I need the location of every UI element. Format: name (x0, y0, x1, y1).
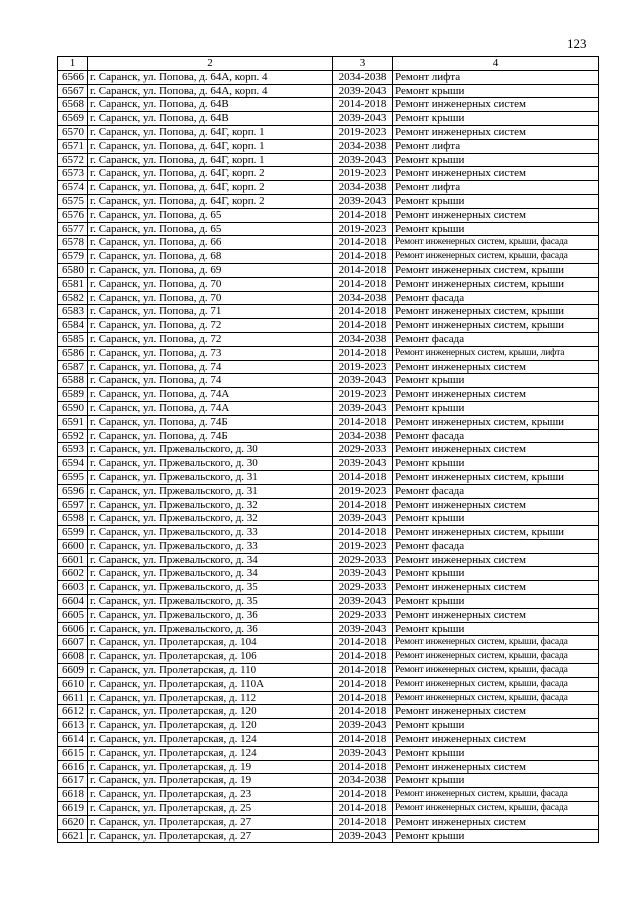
period-cell: 2039-2043 (333, 84, 393, 98)
period-cell: 2034-2038 (333, 181, 393, 195)
period-cell: 2039-2043 (333, 457, 393, 471)
table-row (58, 774, 599, 788)
table-row (58, 443, 599, 457)
row-number: 6590 (58, 401, 88, 415)
work-type-cell: Ремонт крыши (393, 153, 599, 167)
address-cell: г. Саранск, ул. Попова, д. 69 (88, 263, 333, 277)
address-cell: г. Саранск, ул. Пржевальского, д. 32 (88, 498, 333, 512)
row-number: 6575 (58, 194, 88, 208)
period-cell: 2019-2023 (333, 484, 393, 498)
work-type-cell: Ремонт инженерных систем, крыши, фасада (393, 677, 599, 691)
address-cell: г. Саранск, ул. Попова, д. 64В (88, 112, 333, 126)
row-number: 6585 (58, 332, 88, 346)
address-cell: г. Саранск, ул. Пролетарская, д. 124 (88, 746, 333, 760)
table-row (58, 802, 599, 816)
row-number: 6619 (58, 802, 88, 816)
table-row (58, 581, 599, 595)
table-row (58, 319, 599, 333)
work-type-cell: Ремонт инженерных систем, крыши, фасада (393, 788, 599, 802)
period-cell: 2029-2033 (333, 608, 393, 622)
row-number: 6580 (58, 263, 88, 277)
table-row (58, 181, 599, 195)
period-cell: 2014-2018 (333, 788, 393, 802)
period-cell: 2034-2038 (333, 291, 393, 305)
period-cell: 2014-2018 (333, 415, 393, 429)
work-type-cell: Ремонт инженерных систем, крыши, фасада (393, 636, 599, 650)
period-cell: 2014-2018 (333, 650, 393, 664)
work-type-cell: Ремонт фасада (393, 291, 599, 305)
work-type-cell: Ремонт инженерных систем (393, 815, 599, 829)
row-number: 6610 (58, 677, 88, 691)
table-row (58, 167, 599, 181)
work-type-cell: Ремонт инженерных систем (393, 608, 599, 622)
address-cell: г. Саранск, ул. Попова, д. 64В (88, 98, 333, 112)
period-cell: 2014-2018 (333, 250, 393, 264)
address-cell: г. Саранск, ул. Попова, д. 65 (88, 208, 333, 222)
row-number: 6574 (58, 181, 88, 195)
address-cell: г. Саранск, ул. Попова, д. 73 (88, 346, 333, 360)
period-cell: 2014-2018 (333, 498, 393, 512)
row-number: 6594 (58, 457, 88, 471)
address-cell: г. Саранск, ул. Пролетарская, д. 23 (88, 788, 333, 802)
work-type-cell: Ремонт крыши (393, 401, 599, 415)
table-row (58, 829, 599, 843)
address-cell: г. Саранск, ул. Пржевальского, д. 33 (88, 539, 333, 553)
row-number: 6589 (58, 388, 88, 402)
table-row (58, 815, 599, 829)
period-cell: 2019-2023 (333, 539, 393, 553)
work-type-cell: Ремонт крыши (393, 622, 599, 636)
address-cell: г. Саранск, ул. Пржевальского, д. 36 (88, 622, 333, 636)
period-cell: 2039-2043 (333, 194, 393, 208)
table-row (58, 125, 599, 139)
period-cell: 2014-2018 (333, 802, 393, 816)
work-type-cell: Ремонт инженерных систем (393, 98, 599, 112)
period-cell: 2039-2043 (333, 746, 393, 760)
work-type-cell: Ремонт крыши (393, 84, 599, 98)
row-number: 6591 (58, 415, 88, 429)
address-cell: г. Саранск, ул. Попова, д. 64Г, корп. 1 (88, 139, 333, 153)
address-cell: г. Саранск, ул. Пролетарская, д. 19 (88, 774, 333, 788)
row-number: 6592 (58, 429, 88, 443)
work-type-cell: Ремонт крыши (393, 457, 599, 471)
period-cell: 2029-2033 (333, 553, 393, 567)
table-row (58, 98, 599, 112)
row-number: 6578 (58, 236, 88, 250)
address-cell: г. Саранск, ул. Попова, д. 72 (88, 319, 333, 333)
row-number: 6603 (58, 581, 88, 595)
period-cell: 2014-2018 (333, 236, 393, 250)
table-row (58, 636, 599, 650)
work-type-cell: Ремонт лифта (393, 70, 599, 84)
work-type-cell: Ремонт инженерных систем, крыши (393, 305, 599, 319)
table-row (58, 374, 599, 388)
work-type-cell: Ремонт инженерных систем, крыши (393, 263, 599, 277)
address-cell: г. Саранск, ул. Попова, д. 74Б (88, 415, 333, 429)
period-cell: 2039-2043 (333, 829, 393, 843)
table-row (58, 498, 599, 512)
period-cell: 2039-2043 (333, 567, 393, 581)
period-cell: 2034-2038 (333, 332, 393, 346)
period-cell: 2019-2023 (333, 388, 393, 402)
column-header-2: 2 (88, 57, 333, 71)
period-cell: 2039-2043 (333, 153, 393, 167)
row-number: 6606 (58, 622, 88, 636)
work-type-cell: Ремонт фасада (393, 429, 599, 443)
period-cell: 2019-2023 (333, 167, 393, 181)
address-cell: г. Саранск, ул. Попова, д. 64Г, корп. 1 (88, 125, 333, 139)
period-cell: 2014-2018 (333, 98, 393, 112)
address-cell: г. Саранск, ул. Пржевальского, д. 31 (88, 470, 333, 484)
row-number: 6609 (58, 664, 88, 678)
period-cell: 2014-2018 (333, 636, 393, 650)
table-row (58, 705, 599, 719)
table-row (58, 305, 599, 319)
row-number: 6596 (58, 484, 88, 498)
address-cell: г. Саранск, ул. Пролетарская, д. 120 (88, 719, 333, 733)
table-row (58, 346, 599, 360)
table-row (58, 139, 599, 153)
work-type-cell: Ремонт фасада (393, 539, 599, 553)
work-type-cell: Ремонт инженерных систем (393, 167, 599, 181)
period-cell: 2029-2033 (333, 581, 393, 595)
work-type-cell: Ремонт крыши (393, 374, 599, 388)
table-row (58, 263, 599, 277)
row-number: 6579 (58, 250, 88, 264)
address-cell: г. Саранск, ул. Попова, д. 64Г, корп. 2 (88, 181, 333, 195)
row-number: 6583 (58, 305, 88, 319)
row-number: 6620 (58, 815, 88, 829)
work-type-cell: Ремонт крыши (393, 774, 599, 788)
table-row (58, 677, 599, 691)
address-cell: г. Саранск, ул. Пржевальского, д. 36 (88, 608, 333, 622)
period-cell: 2039-2043 (333, 374, 393, 388)
work-type-cell: Ремонт инженерных систем, крыши, фасада (393, 650, 599, 664)
period-cell: 2014-2018 (333, 319, 393, 333)
work-type-cell: Ремонт инженерных систем, крыши, фасада (393, 664, 599, 678)
address-cell: г. Саранск, ул. Попова, д. 66 (88, 236, 333, 250)
table-row (58, 746, 599, 760)
period-cell: 2039-2043 (333, 622, 393, 636)
table-row (58, 553, 599, 567)
address-cell: г. Саранск, ул. Пржевальского, д. 35 (88, 581, 333, 595)
row-number: 6599 (58, 526, 88, 540)
address-cell: г. Саранск, ул. Пржевальского, д. 30 (88, 457, 333, 471)
table-row (58, 194, 599, 208)
row-number: 6617 (58, 774, 88, 788)
row-number: 6568 (58, 98, 88, 112)
address-cell: г. Саранск, ул. Пржевальского, д. 32 (88, 512, 333, 526)
row-number: 6602 (58, 567, 88, 581)
table-header-row (58, 57, 599, 71)
work-type-cell: Ремонт инженерных систем (393, 705, 599, 719)
address-cell: г. Саранск, ул. Попова, д. 64Г, корп. 1 (88, 153, 333, 167)
table-row (58, 250, 599, 264)
table-row (58, 608, 599, 622)
period-cell: 2014-2018 (333, 346, 393, 360)
table-row (58, 415, 599, 429)
address-cell: г. Саранск, ул. Пролетарская, д. 124 (88, 733, 333, 747)
period-cell: 2014-2018 (333, 760, 393, 774)
table-row (58, 457, 599, 471)
table-row (58, 470, 599, 484)
row-number: 6570 (58, 125, 88, 139)
period-cell: 2014-2018 (333, 691, 393, 705)
period-cell: 2019-2023 (333, 360, 393, 374)
period-cell: 2014-2018 (333, 263, 393, 277)
table-row (58, 733, 599, 747)
work-type-cell: Ремонт крыши (393, 512, 599, 526)
row-number: 6604 (58, 595, 88, 609)
table-row (58, 208, 599, 222)
table-row (58, 512, 599, 526)
table-row (58, 360, 599, 374)
column-header-4: 4 (393, 57, 599, 71)
address-cell: г. Саранск, ул. Пролетарская, д. 25 (88, 802, 333, 816)
table-row (58, 691, 599, 705)
work-type-cell: Ремонт инженерных систем, крыши (393, 470, 599, 484)
column-header-1: 1 (58, 57, 88, 71)
address-cell: г. Саранск, ул. Попова, д. 74А (88, 401, 333, 415)
table-row (58, 277, 599, 291)
table-row (58, 70, 599, 84)
work-type-cell: Ремонт инженерных систем, крыши, фасада (393, 691, 599, 705)
work-type-cell: Ремонт крыши (393, 719, 599, 733)
work-type-cell: Ремонт инженерных систем (393, 498, 599, 512)
period-cell: 2014-2018 (333, 705, 393, 719)
address-cell: г. Саранск, ул. Пролетарская, д. 104 (88, 636, 333, 650)
row-number: 6621 (58, 829, 88, 843)
address-cell: г. Саранск, ул. Попова, д. 64А, корп. 4 (88, 84, 333, 98)
address-cell: г. Саранск, ул. Попова, д. 64А, корп. 4 (88, 70, 333, 84)
work-type-cell: Ремонт инженерных систем, крыши, фасада (393, 236, 599, 250)
work-type-cell: Ремонт инженерных систем, крыши, фасада (393, 250, 599, 264)
table-row (58, 650, 599, 664)
row-number: 6572 (58, 153, 88, 167)
address-cell: г. Саранск, ул. Пролетарская, д. 112 (88, 691, 333, 705)
period-cell: 2014-2018 (333, 664, 393, 678)
row-number: 6595 (58, 470, 88, 484)
period-cell: 2014-2018 (333, 677, 393, 691)
table-row (58, 84, 599, 98)
table-row (58, 332, 599, 346)
work-type-cell: Ремонт крыши (393, 829, 599, 843)
row-number: 6586 (58, 346, 88, 360)
row-number: 6581 (58, 277, 88, 291)
period-cell: 2039-2043 (333, 112, 393, 126)
table-row (58, 236, 599, 250)
work-type-cell: Ремонт инженерных систем (393, 581, 599, 595)
address-cell: г. Саранск, ул. Пролетарская, д. 27 (88, 815, 333, 829)
table-row (58, 719, 599, 733)
work-type-cell: Ремонт инженерных систем (393, 553, 599, 567)
address-cell: г. Саранск, ул. Попова, д. 71 (88, 305, 333, 319)
period-cell: 2014-2018 (333, 208, 393, 222)
address-cell: г. Саранск, ул. Пржевальского, д. 34 (88, 567, 333, 581)
repair-schedule-table (57, 56, 599, 843)
table-row (58, 429, 599, 443)
table-row (58, 664, 599, 678)
row-number: 6571 (58, 139, 88, 153)
row-number: 6613 (58, 719, 88, 733)
row-number: 6569 (58, 112, 88, 126)
work-type-cell: Ремонт фасада (393, 484, 599, 498)
address-cell: г. Саранск, ул. Попова, д. 74Б (88, 429, 333, 443)
row-number: 6618 (58, 788, 88, 802)
address-cell: г. Саранск, ул. Попова, д. 68 (88, 250, 333, 264)
row-number: 6600 (58, 539, 88, 553)
address-cell: г. Саранск, ул. Попова, д. 64Г, корп. 2 (88, 167, 333, 181)
period-cell: 2014-2018 (333, 470, 393, 484)
row-number: 6605 (58, 608, 88, 622)
row-number: 6593 (58, 443, 88, 457)
table-row (58, 112, 599, 126)
row-number: 6584 (58, 319, 88, 333)
row-number: 6588 (58, 374, 88, 388)
table-row (58, 484, 599, 498)
period-cell: 2019-2023 (333, 222, 393, 236)
row-number: 6567 (58, 84, 88, 98)
address-cell: г. Саранск, ул. Попова, д. 74А (88, 388, 333, 402)
row-number: 6587 (58, 360, 88, 374)
row-number: 6608 (58, 650, 88, 664)
table-body (58, 70, 599, 843)
row-number: 6611 (58, 691, 88, 705)
period-cell: 2014-2018 (333, 277, 393, 291)
work-type-cell: Ремонт крыши (393, 567, 599, 581)
row-number: 6598 (58, 512, 88, 526)
table-row (58, 760, 599, 774)
period-cell: 2039-2043 (333, 401, 393, 415)
address-cell: г. Саранск, ул. Пржевальского, д. 30 (88, 443, 333, 457)
table-row (58, 526, 599, 540)
address-cell: г. Саранск, ул. Пролетарская, д. 106 (88, 650, 333, 664)
period-cell: 2039-2043 (333, 595, 393, 609)
address-cell: г. Саранск, ул. Попова, д. 74 (88, 374, 333, 388)
work-type-cell: Ремонт инженерных систем, крыши, фасада (393, 802, 599, 816)
period-cell: 2014-2018 (333, 305, 393, 319)
page-number: 123 (567, 36, 587, 51)
table-row (58, 388, 599, 402)
period-cell: 2014-2018 (333, 815, 393, 829)
address-cell: г. Саранск, ул. Пржевальского, д. 35 (88, 595, 333, 609)
table-row (58, 222, 599, 236)
period-cell: 2034-2038 (333, 429, 393, 443)
work-type-cell: Ремонт инженерных систем, крыши, лифта (393, 346, 599, 360)
row-number: 6582 (58, 291, 88, 305)
row-number: 6601 (58, 553, 88, 567)
period-cell: 2039-2043 (333, 512, 393, 526)
work-type-cell: Ремонт инженерных систем (393, 443, 599, 457)
work-type-cell: Ремонт инженерных систем (393, 125, 599, 139)
work-type-cell: Ремонт крыши (393, 194, 599, 208)
work-type-cell: Ремонт лифта (393, 139, 599, 153)
work-type-cell: Ремонт инженерных систем (393, 760, 599, 774)
work-type-cell: Ремонт инженерных систем, крыши (393, 526, 599, 540)
period-cell: 2034-2038 (333, 70, 393, 84)
row-number: 6573 (58, 167, 88, 181)
address-cell: г. Саранск, ул. Попова, д. 72 (88, 332, 333, 346)
row-number: 6615 (58, 746, 88, 760)
period-cell: 2014-2018 (333, 733, 393, 747)
period-cell: 2014-2018 (333, 526, 393, 540)
work-type-cell: Ремонт инженерных систем (393, 388, 599, 402)
address-cell: г. Саранск, ул. Попова, д. 74 (88, 360, 333, 374)
work-type-cell: Ремонт инженерных систем (393, 208, 599, 222)
row-number: 6612 (58, 705, 88, 719)
work-type-cell: Ремонт крыши (393, 222, 599, 236)
work-type-cell: Ремонт инженерных систем (393, 360, 599, 374)
address-cell: г. Саранск, ул. Пржевальского, д. 31 (88, 484, 333, 498)
address-cell: г. Саранск, ул. Пржевальского, д. 34 (88, 553, 333, 567)
row-number: 6577 (58, 222, 88, 236)
period-cell: 2019-2023 (333, 125, 393, 139)
row-number: 6616 (58, 760, 88, 774)
period-cell: 2039-2043 (333, 719, 393, 733)
address-cell: г. Саранск, ул. Попова, д. 65 (88, 222, 333, 236)
address-cell: г. Саранск, ул. Попова, д. 64Г, корп. 2 (88, 194, 333, 208)
work-type-cell: Ремонт фасада (393, 332, 599, 346)
table-row (58, 595, 599, 609)
row-number: 6566 (58, 70, 88, 84)
address-cell: г. Саранск, ул. Пролетарская, д. 27 (88, 829, 333, 843)
row-number: 6576 (58, 208, 88, 222)
address-cell: г. Саранск, ул. Попова, д. 70 (88, 277, 333, 291)
address-cell: г. Саранск, ул. Пролетарская, д. 110 (88, 664, 333, 678)
period-cell: 2034-2038 (333, 139, 393, 153)
table-row (58, 401, 599, 415)
work-type-cell: Ремонт инженерных систем, крыши (393, 415, 599, 429)
table-row (58, 622, 599, 636)
work-type-cell: Ремонт крыши (393, 595, 599, 609)
address-cell: г. Саранск, ул. Попова, д. 70 (88, 291, 333, 305)
row-number: 6614 (58, 733, 88, 747)
table-row (58, 539, 599, 553)
table-row (58, 567, 599, 581)
table-row (58, 153, 599, 167)
column-header-3: 3 (333, 57, 393, 71)
address-cell: г. Саранск, ул. Пролетарская, д. 120 (88, 705, 333, 719)
address-cell: г. Саранск, ул. Пролетарская, д. 110А (88, 677, 333, 691)
work-type-cell: Ремонт лифта (393, 181, 599, 195)
work-type-cell: Ремонт инженерных систем, крыши (393, 277, 599, 291)
row-number: 6607 (58, 636, 88, 650)
period-cell: 2034-2038 (333, 774, 393, 788)
work-type-cell: Ремонт крыши (393, 112, 599, 126)
table-row (58, 788, 599, 802)
work-type-cell: Ремонт инженерных систем (393, 733, 599, 747)
address-cell: г. Саранск, ул. Пролетарская, д. 19 (88, 760, 333, 774)
address-cell: г. Саранск, ул. Пржевальского, д. 33 (88, 526, 333, 540)
work-type-cell: Ремонт крыши (393, 746, 599, 760)
row-number: 6597 (58, 498, 88, 512)
work-type-cell: Ремонт инженерных систем, крыши (393, 319, 599, 333)
table-row (58, 291, 599, 305)
period-cell: 2029-2033 (333, 443, 393, 457)
